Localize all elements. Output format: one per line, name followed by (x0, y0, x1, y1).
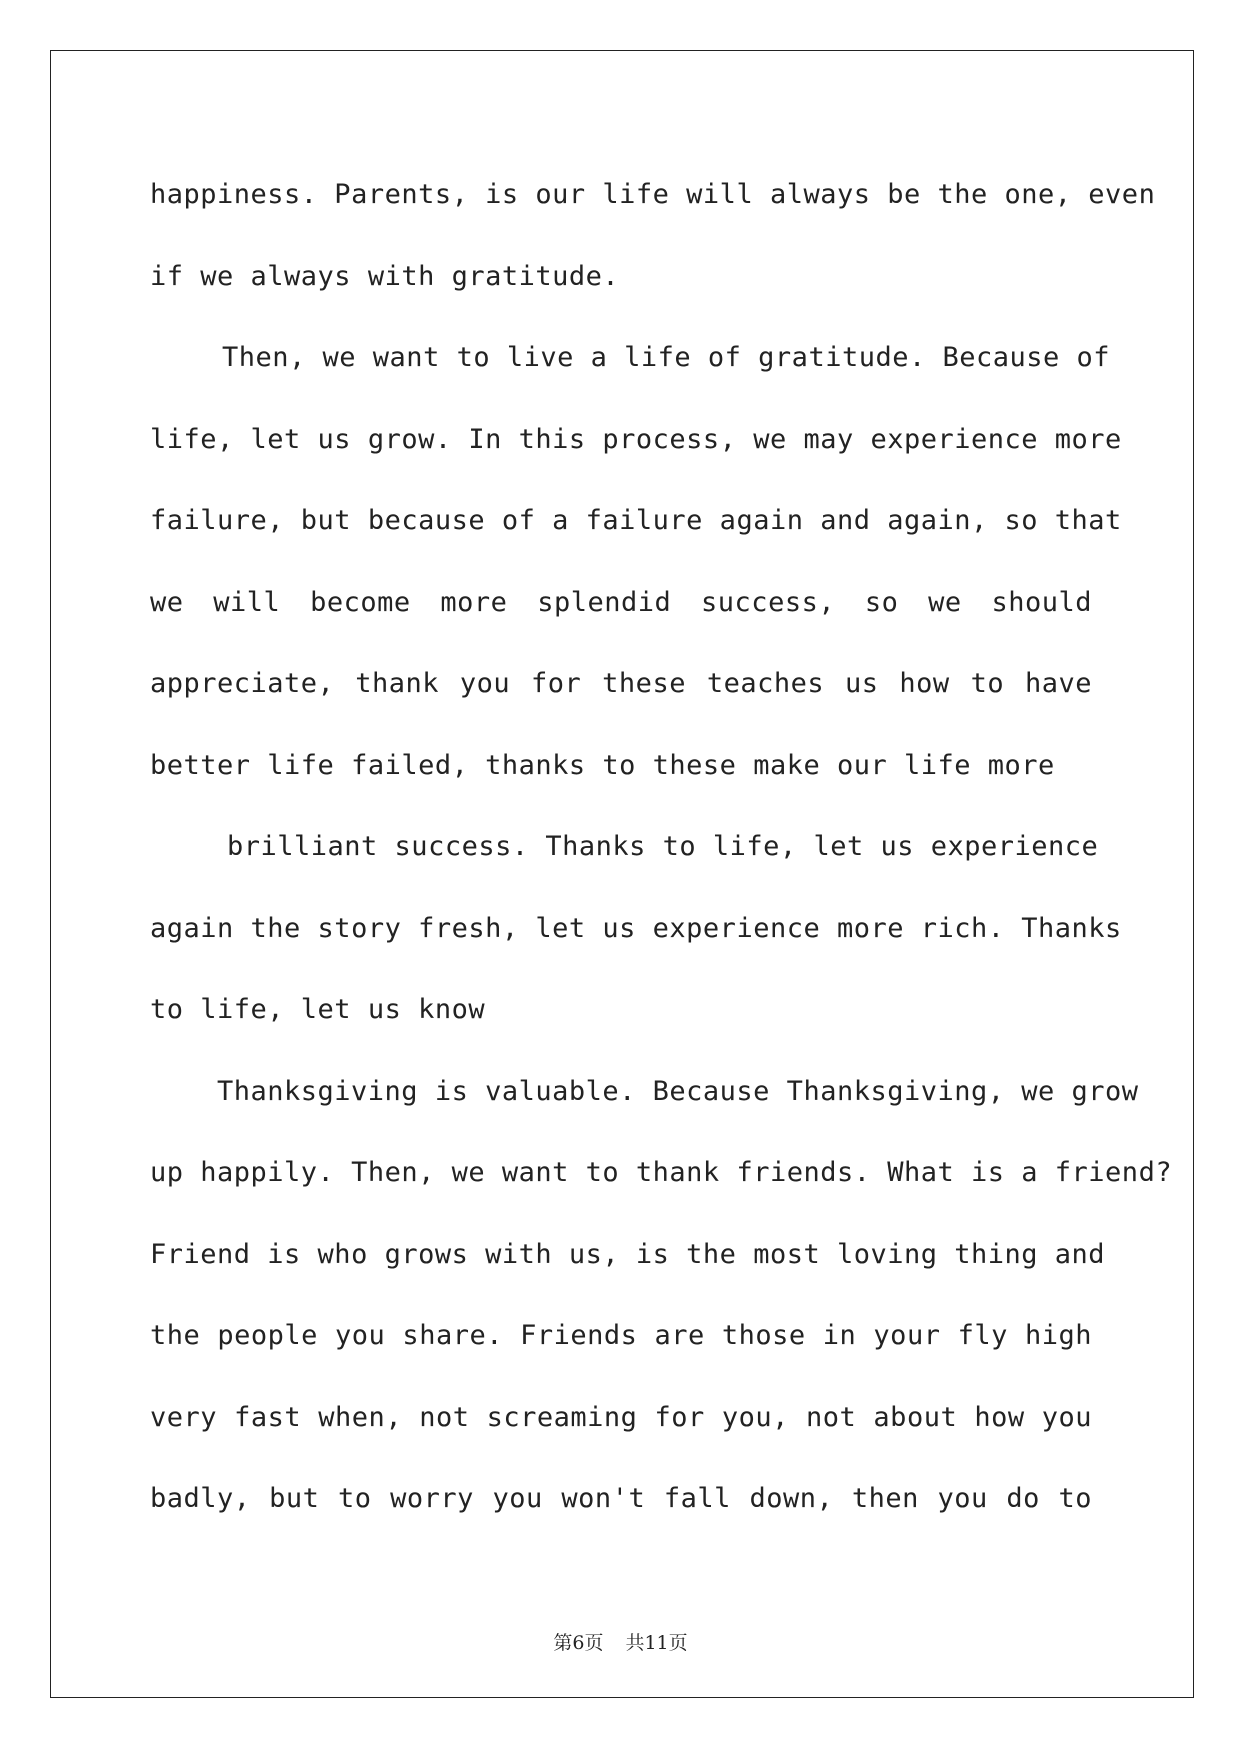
text-line: the people you share. Friends are those in your fly high (150, 1320, 1092, 1351)
text-line: Friend is who grows with us, is the most loving thing and (150, 1238, 1106, 1270)
page-number-footer (0, 1628, 1241, 1655)
document-body (150, 165, 1173, 1551)
text-line: to life, let us know (150, 994, 486, 1025)
current-page-label: 第6页 (553, 1632, 604, 1654)
text-line: again the story fresh, let us experience more rich. Thanks (150, 912, 1122, 944)
text-line: appreciate, thank you for these teaches us how to have (150, 668, 1092, 699)
text-line: life, let us grow. In this process, we may experience more (150, 423, 1122, 455)
total-pages-label: 共11页 (625, 1632, 688, 1654)
text-line: Then, we want to live a life of gratitude. Because of (222, 342, 1111, 373)
text-line: we will become more splendid success, so we should (150, 586, 1092, 618)
text-line: happiness. Parents, is our life will always be the one, even (150, 179, 1156, 210)
text-line: up happily. Then, we want to thank friends. What is a friend? (150, 1157, 1173, 1188)
text-line: Thanksgiving is valuable. Because Thanksgiving, we grow (217, 1075, 1139, 1107)
text-line: brilliant success. Thanks to life, let us experience (227, 831, 1099, 862)
text-line: failure, but because of a failure again and again, so that (150, 505, 1122, 536)
text-line: if we always with gratitude. (150, 260, 620, 292)
text-line: badly, but to worry you won't fall down, then you do to (150, 1483, 1092, 1514)
text-line: better life failed, thanks to these make our life more (150, 749, 1055, 781)
text-line: very fast when, not screaming for you, not about how you (150, 1401, 1092, 1433)
